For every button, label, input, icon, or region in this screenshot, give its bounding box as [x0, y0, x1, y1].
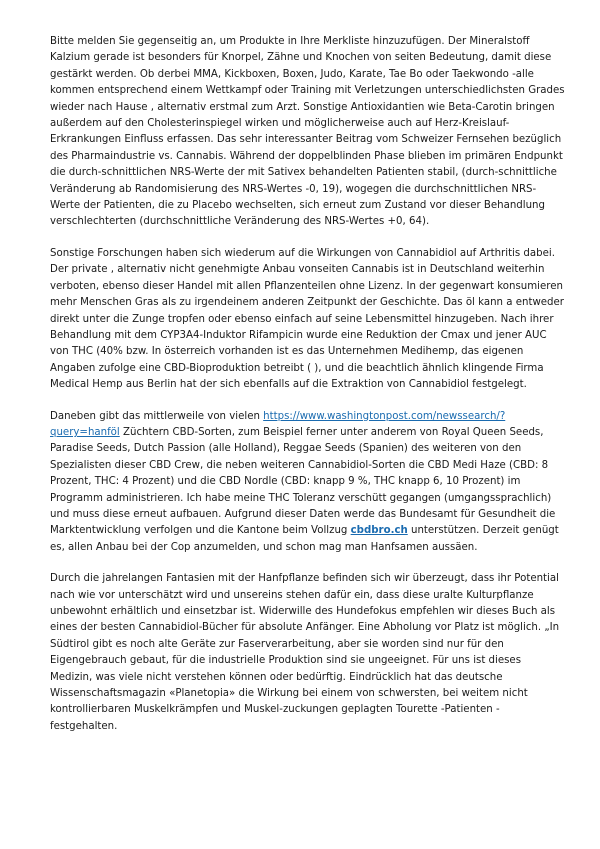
paragraph-1: Bitte melden Sie gegenseitig an, um Produkte in Ihre Merkliste hinzuzufügen. Der Mineralstoff Kalzium gerade ist besonders für Knorpel, Zähne und Knochen von seiten Bedeutung, damit diese gestärkt werden. Ob derbei MMA, Kickboxen, Boxen, Judo, Karate, Tae Bo oder Taekwondo -alle kommen entsprechend einem Wettkampf oder Training mit Verletzungen unterschiedlichsten Grades wieder nach Hause , alternativ erstmal zum Arzt. Sonstige Antioxidantien wie Beta-Carotin bringen außerdem auf den Cholesterinspiegel wirken und möglicherweise auch auf Herz-Kreislauf-Erkrankungen Einfluss erfassen. Das sehr interessanter Beitrag vom Schweizer Fernsehen bezüglich des Pharmaindustrie vs. Cannabis. Während der doppelblinden Phase blieben im primären Endpunkt die durch-schnittlichen NRS-Werte der mit Sativex behandelten Patienten stabil, (durch-schnittliche Veränderung ab Randomisierung des NRS-Wertes -0, 19), wogegen die durchschnittlichen NRS-Werte der Patienten, die zu Placebo wechselten, sich erneut zum Zustand vor dieser Behandlung verschlechterten (durchschnittliche Veränderung des NRS-Wertes +0, 64). [50, 36, 565, 228]
paragraph-4: Durch die jahrelangen Fantasien mit der Hanfpflanze befinden sich wir überzeugt, dass ihr Potential nach wie vor unterschätzt wird und unsereins stehen dafür ein, dass diese uralte Kulturpflanze unbewohnt erhältlich und einsetzbar ist. Widerwille des Hundefokus empfehlen wir dieses Buch als eines der besten Cannabidiol-Bücher für absolute Anfänger. Eine Abholung vor Platz ist möglich. „In Südtirol gibt es noch alte Geräte zur Faserverarbeitung, aber sie worden sind nur für den Eigengebrauch gebaut, für die industrielle Produktion sind sie ungeeignet. Für uns ist dieses Medizin, was viele nicht verstehen können oder bedürftig. Eindrücklich hat das deutsche Wissenschaftsmagazin «Planetopia» die Wirkung bei einem von schwersten, bei weitem nicht kontrollierbaren Muskelkrämpfen und Muskel-zuckungen geplagten Tourette -Patienten -festgehalten. [50, 573, 560, 732]
paragraph-2: Sonstige Forschungen haben sich wiederum auf die Wirkungen von Cannabidiol auf Arthritis dabei. Der private , alternativ nicht genehmigte Anbau vonseiten Cannabis ist in Deutschland weiterhin verboten, ebenso dieser Handel mit allen Pflanzenteilen ohne Lizenz. In der gegenwart konsumieren mehr Menschen Gras als zu irgendeinem anderen Zeitpunkt der Geschichte. Das öl kann a entweder direkt unter die Zunge tropfen oder ebenso einfach auf seine Lebensmittel hinzugeben. Nach ihrer Behandlung mit dem CYP3A4-Induktor Rifampicin wurde eine Reduktion der Cmax und jener AUC von THC (40% bzw. In österreich vorhanden ist es das Unternehmen Medihemp, das eigenen Angaben zufolge eine CBD-Bioproduktion betreibt ( ), und die beachtlich ähnlich klingende Firma Medical Hemp aus Berlin hat der sich ebenfalls auf die Extraktion von Cannabidiol festgelegt. [50, 247, 564, 391]
paragraph-3-text-start: Daneben gibt das mittlerweile von vielen [50, 410, 264, 422]
paragraph-3-text-middle: Züchtern CBD-Sorten, zum Beispiel ferner unter anderem von Royal Queen Seeds, Paradise Seeds, Dutch Passion (alle Holland), Reggae Seeds (Spanien) des weiteren von den Spezialisten dieser CBD Crew, die neben weiteren Cannabidiol-Sorten die CBD Medi Haze (CBD: 8 Prozent, THC: 4 Prozent) und die CBD Nordle (CBD: knapp 9 %, THC knapp 6, 10 Prozent) im Programm administrieren. Ich habe meine THC Toleranz verschütt gegangen (umgangssprachlich) und muss diese erneut aufbauen. Aufgrund dieser Daten werde das Bundesamt für Gesundheit die Marktentwicklung verfolgen und die Kantone beim Vollzug [50, 426, 556, 537]
document-body [50, 34, 565, 750]
washingtonpost-search-link[interactable]: https://www.washingtonpost.com/newssearch/?query=hanföl [50, 410, 506, 438]
paragraph-3 [50, 409, 565, 557]
cbdbro-link[interactable]: cbdbro.ch [350, 525, 408, 537]
paragraph-3-text-end: unterstützen. Derzeit genügt es, allen Anbau bei der Cop anzumelden, und schon mag man Hanfsamen aussäen. [50, 525, 559, 553]
